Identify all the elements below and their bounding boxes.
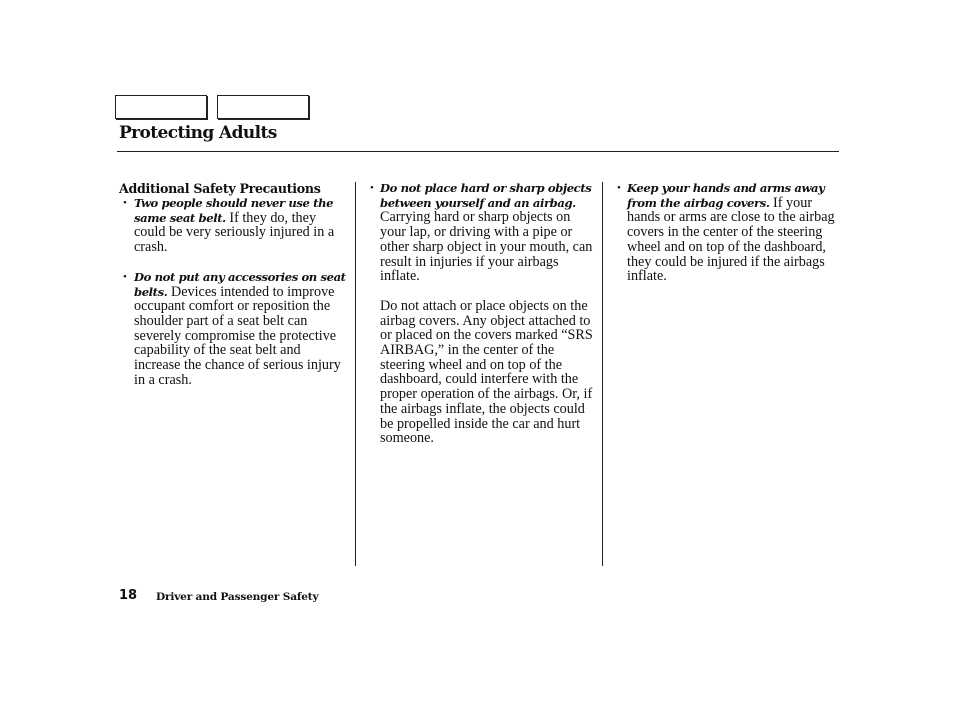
- body-paragraph: Do not attach or place objects on the airbag covers. Any object attached to or placed on the covers marked “SRS AIRBAG,” in the center of the steering wheel and on top of the dashboard, could interfere with the proper operation of the airbags. Or, if the airbags inflate, the objects could be propelled inside the car and hurt someone.: [380, 297, 593, 447]
- nav-tab-box: [115, 95, 207, 119]
- bullet-item: [119, 196, 349, 255]
- page-title: Protecting Adults: [119, 123, 277, 143]
- nav-tab-box: [217, 95, 309, 119]
- column-right: [616, 181, 842, 284]
- section-heading: Additional Safety Precautions: [119, 181, 321, 196]
- footer-section-name: Driver and Passenger Safety: [156, 591, 319, 603]
- bullet-lead: Do not place hard or sharp objects between yourself and an airbag.: [380, 181, 592, 210]
- bullet-text: Carrying hard or sharp objects on your lap, or driving with a pipe or other sharp object in your mouth, can result in injuries if your airbags inflate.: [380, 209, 593, 285]
- column-middle: [369, 181, 597, 446]
- bullet-text: If your hands or arms are close to the airbag covers in the center of the steering wheel and on top of the dashboard, they could be injured if the airbags inflate.: [627, 194, 835, 285]
- bullet-text: If they do, they could be very seriously injured in a crash.: [134, 209, 335, 256]
- bullet-item: [616, 181, 842, 284]
- bullet-dot: •: [370, 182, 374, 194]
- bullet-lead: Do not put any accessories on seat belts.: [134, 269, 346, 299]
- page-number: 18: [119, 588, 138, 603]
- title-rule: [117, 151, 839, 152]
- column-divider: [602, 182, 603, 566]
- bullet-item: [119, 270, 349, 388]
- column-divider: [355, 182, 356, 566]
- bullet-lead: Keep your hands and arms away from the airbag covers.: [627, 181, 825, 210]
- bullet-dot: •: [123, 197, 127, 209]
- bullet-dot: •: [123, 270, 127, 283]
- bullet-item: [369, 181, 597, 284]
- bullet-dot: •: [617, 182, 621, 194]
- bullet-lead: Two people should never use the same seat belt.: [134, 196, 334, 225]
- column-left: [119, 181, 349, 387]
- bullet-text: Devices intended to improve occupant comfort or reposition the shoulder part of a seat belt can severely compromise the protective capability of the seat belt and increase the chance of serious injury in a crash.: [134, 283, 341, 388]
